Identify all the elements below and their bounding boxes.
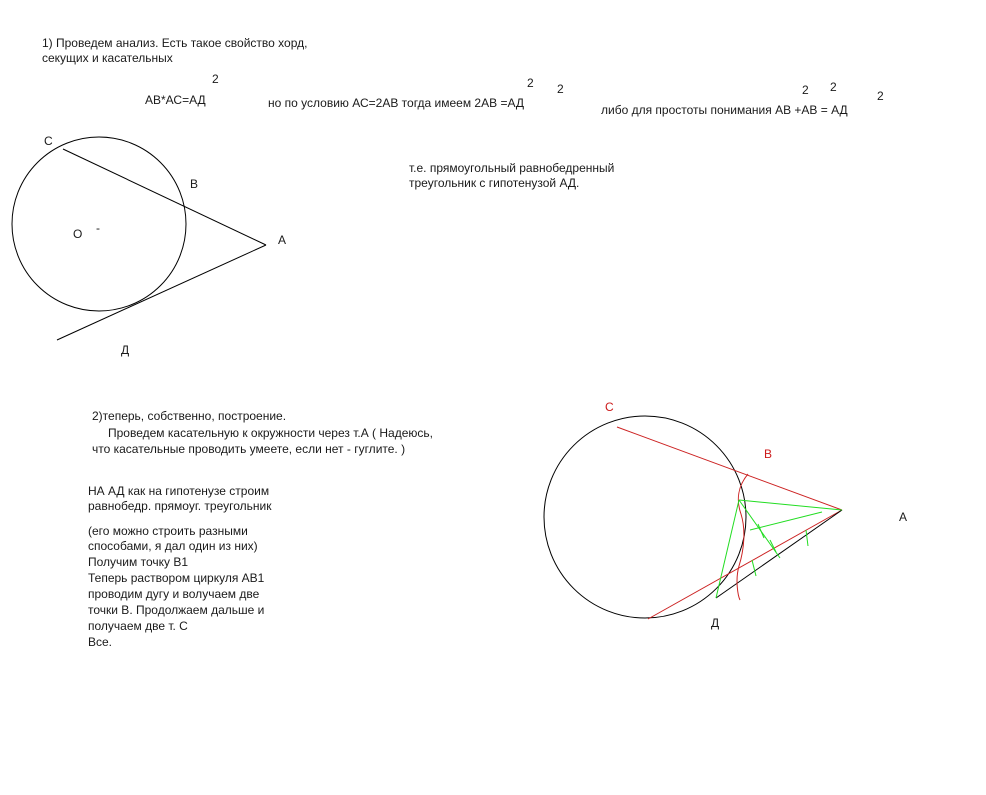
figure2-secant-upper	[617, 427, 842, 510]
figure1-label-o: О	[73, 227, 83, 241]
conclusion-line-2: треугольник с гипотенузой АД.	[409, 176, 580, 190]
steps-block2-line-4: Теперь раствором циркуля АВ1	[88, 571, 265, 585]
figure-1	[12, 137, 266, 340]
analysis-line-2: секущих и касательных	[42, 51, 173, 65]
steps-block2-line-2: способами, я дал один из них)	[88, 539, 258, 553]
figure1-label-b: В	[190, 177, 199, 191]
figure2-compass-arc	[737, 474, 748, 600]
steps-block1-line-1: НА АД как на гипотенузе строим	[88, 484, 270, 498]
conclusion-line-1: т.е. прямоугольный равнобедренный	[409, 161, 615, 175]
figure2-label-d: Д	[711, 616, 720, 630]
steps-block2-line-3: Получим точку В1	[88, 555, 188, 569]
figure1-label-a: А	[278, 233, 287, 247]
condition-exponent-2: 2	[557, 82, 564, 96]
construction-line-1: 2)теперь, собственно, построение.	[92, 409, 287, 423]
figure2-tick-4	[806, 530, 808, 546]
figure2-leg-b1-d	[716, 500, 739, 598]
steps-block1-line-2: равнобедр. прямоуг. треугольник	[88, 499, 272, 513]
construction-line-2: Проведем касательную к окружности через т.А ( Надеюсь,	[108, 426, 433, 440]
figure1-label-c: С	[44, 134, 53, 148]
figure2-tick-3	[752, 560, 756, 576]
steps-block2-line-6: точки В. Продолжаем дальше и	[88, 603, 265, 617]
figure1-label-d: Д	[121, 343, 130, 357]
figure2-leg-b1-a	[739, 500, 842, 510]
figure2-tick-1	[758, 524, 764, 538]
figure2-label-c: С	[605, 400, 614, 414]
steps-block2-line-7: получаем две т. С	[88, 619, 188, 633]
figure2-label-a: А	[899, 510, 908, 524]
formula-exponent-1: 2	[212, 72, 219, 86]
steps-block2-line-5: проводим дугу и волучаем две	[88, 587, 260, 601]
simplicity-text: либо для простоты понимания АВ +АВ = АД	[601, 103, 848, 117]
figure1-center-mark: -	[96, 221, 100, 235]
simplicity-exponent-1: 2	[802, 83, 809, 97]
steps-block2-line-8: Все.	[88, 635, 113, 649]
formula-power-of-point: АВ*АС=АД	[145, 93, 206, 107]
figure1-secant-line	[63, 149, 266, 245]
steps-block2-line-1: (его можно строить разными	[88, 524, 248, 538]
figure-2	[544, 416, 842, 619]
condition-exponent-1: 2	[527, 76, 534, 90]
simplicity-exponent-3: 2	[877, 89, 884, 103]
construction-line-3: что касательные проводить умеете, если нет - гуглите. )	[92, 442, 406, 456]
condition-text: но по условию АС=2АВ тогда имеем 2АВ =АД	[268, 96, 524, 110]
figure1-tangent-line	[57, 245, 266, 340]
analysis-line-1: 1) Проведем анализ. Есть такое свойство хорд,	[42, 36, 308, 50]
figure2-circle	[544, 416, 746, 618]
simplicity-exponent-2: 2	[830, 80, 837, 94]
figure2-secant-lower	[648, 510, 842, 619]
figure2-label-b: В	[764, 447, 773, 461]
